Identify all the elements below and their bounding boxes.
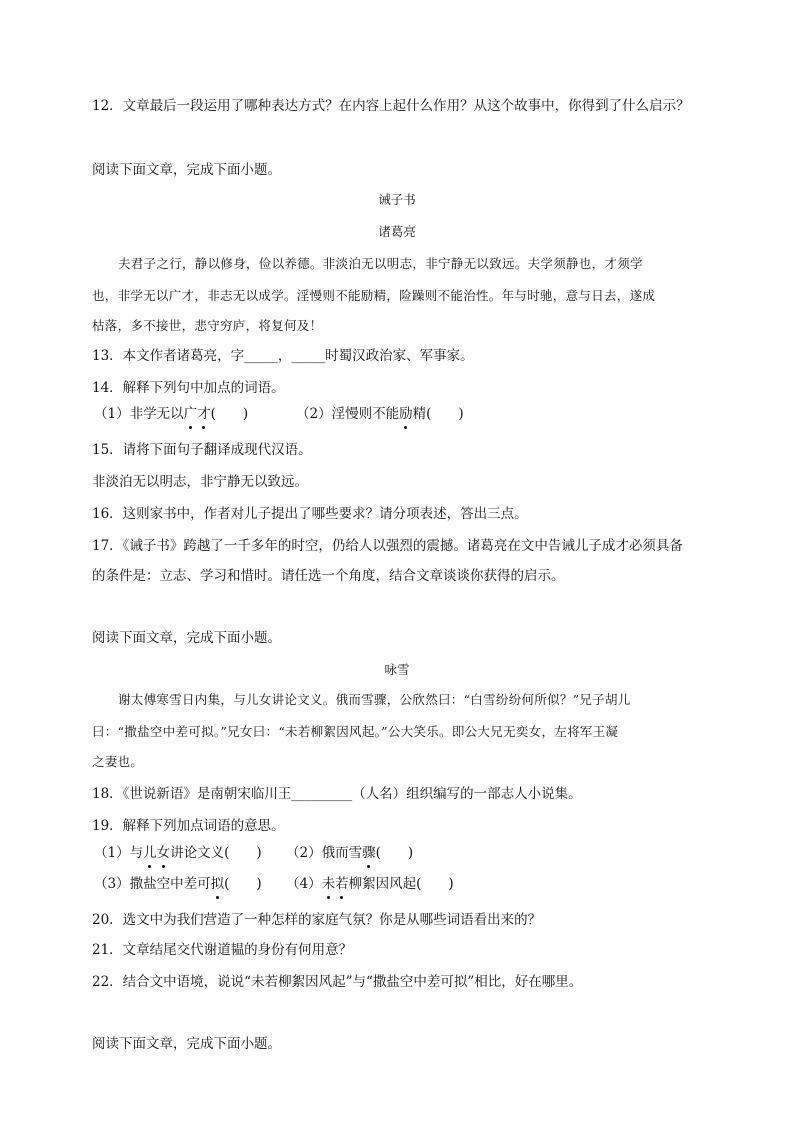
question-14-item-2 <box>296 404 464 424</box>
item-text: （2）淫慢则不能 <box>296 406 400 422</box>
reading-instruction-3: 阅读下面文章，完成下面小题。 <box>92 1036 281 1052</box>
question-15-sentence: 非淡泊无以明志，非宁静无以致远。 <box>92 474 308 490</box>
dotted-char: 骤 <box>362 845 376 861</box>
passage-1-line-2: 也，非学无以广才，非志无以成学。淫慢则不能励精，险躁则不能治性。年与时驰，意与日去，遂成 <box>92 288 656 303</box>
question-22: 22．结合文中语境，说说“未若柳絮因风起”与“撒盐空中差可拟”相比，好在哪里。 <box>92 974 583 990</box>
answer-blank[interactable]: ( ) <box>224 876 262 892</box>
answer-blank[interactable]: ( ) <box>210 406 249 422</box>
question-19-item-4 <box>286 874 454 894</box>
question-18: 18．《世说新语》是南朝宋临川王_________（人名）组织编写的一部志人小说集。 <box>92 786 582 802</box>
dotted-char: 励 <box>399 406 413 422</box>
question-19-item-1 <box>94 843 262 863</box>
question-21: 21．文章结尾交代谢道韫的身份有何用意？ <box>92 942 353 958</box>
dotted-char: 未 <box>321 876 336 892</box>
reading-instruction-1: 阅读下面文章，完成下面小题。 <box>92 162 281 178</box>
passage-1-author: 诸葛亮 <box>378 224 416 239</box>
passage-2-line-1: 谢太傅寒雪日内集，与儿女讲论文义。俄而雪骤，公欣然曰：“白雪纷纷何所似？”兄子胡儿 <box>118 692 631 707</box>
passage-1-line-1: 夫君子之行，静以修身，俭以养德。非淡泊无以明志，非宁静无以致远。夫学须静也，才须学 <box>118 256 643 271</box>
dotted-char: 才 <box>197 406 211 422</box>
question-16: 16．这则家书中，作者对儿子提出了哪些要求？请分项表述，答出三点。 <box>92 506 528 522</box>
passage-2-line-3: 之妻也。 <box>92 754 144 769</box>
item-text: （3）撒盐空中差可 <box>94 876 211 892</box>
dotted-char: 广 <box>183 406 198 422</box>
question-19-item-3 <box>94 874 262 894</box>
question-12: 12．文章最后一段运用了哪种表达方式？在内容上起什么作用？从这个故事中，你得到了什么启示？ <box>92 98 690 114</box>
dotted-char: 拟 <box>210 876 225 892</box>
question-19-stem: 19．解释下列加点词语的意思。 <box>92 818 285 834</box>
question-15: 15．请将下面句子翻译成现代汉语。 <box>92 442 312 458</box>
dotted-char: 若 <box>335 876 349 892</box>
question-13: 13．本文作者诸葛亮，字_____，_____时蜀汉政治家、军事家。 <box>92 348 474 364</box>
answer-blank[interactable]: 精( ) <box>412 406 464 422</box>
item-text: （4） <box>286 876 322 892</box>
question-17-line-1: 17．《诫子书》跨越了一千多年的时空，仍给人以强烈的震撼。诸葛亮在文中告诫儿子成才必须具备 <box>92 538 683 554</box>
question-14-stem: 14．解释下列句中加点的词语。 <box>92 380 285 396</box>
passage-1-title: 诫子书 <box>378 192 416 207</box>
dotted-char: 儿 <box>143 845 157 861</box>
passage-2-line-2: 曰：“撒盐空中差可拟。”兄女曰：“未若柳絮因风起。”公大笑乐。即公大兄无奕女，左将军王凝 <box>92 724 619 739</box>
passage-1-line-3: 枯落，多不接世，悲守穷庐，将复何及！ <box>92 318 323 333</box>
answer-blank[interactable]: ( ) <box>375 845 414 861</box>
passage-2-title: 咏雪 <box>384 662 410 677</box>
question-17-line-2: 的条件是：立志、学习和惜时。请任选一个角度，结合文章谈谈你获得的启示。 <box>92 568 565 584</box>
dotted-char: 女 <box>156 845 171 861</box>
answer-blank[interactable]: 讲论文义( ) <box>170 845 262 861</box>
item-text: （1）非学无以 <box>94 406 184 422</box>
item-text: （2）俄而雪 <box>286 845 363 861</box>
reading-instruction-2: 阅读下面文章，完成下面小题。 <box>92 630 281 646</box>
question-20: 20．选文中为我们营造了一种怎样的家庭气氛？你是从哪些词语看出来的？ <box>92 912 542 928</box>
item-text: （1）与 <box>94 845 144 861</box>
answer-blank[interactable]: 柳絮因风起( ) <box>348 876 454 892</box>
question-14-item-1 <box>94 404 248 424</box>
question-19-item-2 <box>286 843 413 863</box>
